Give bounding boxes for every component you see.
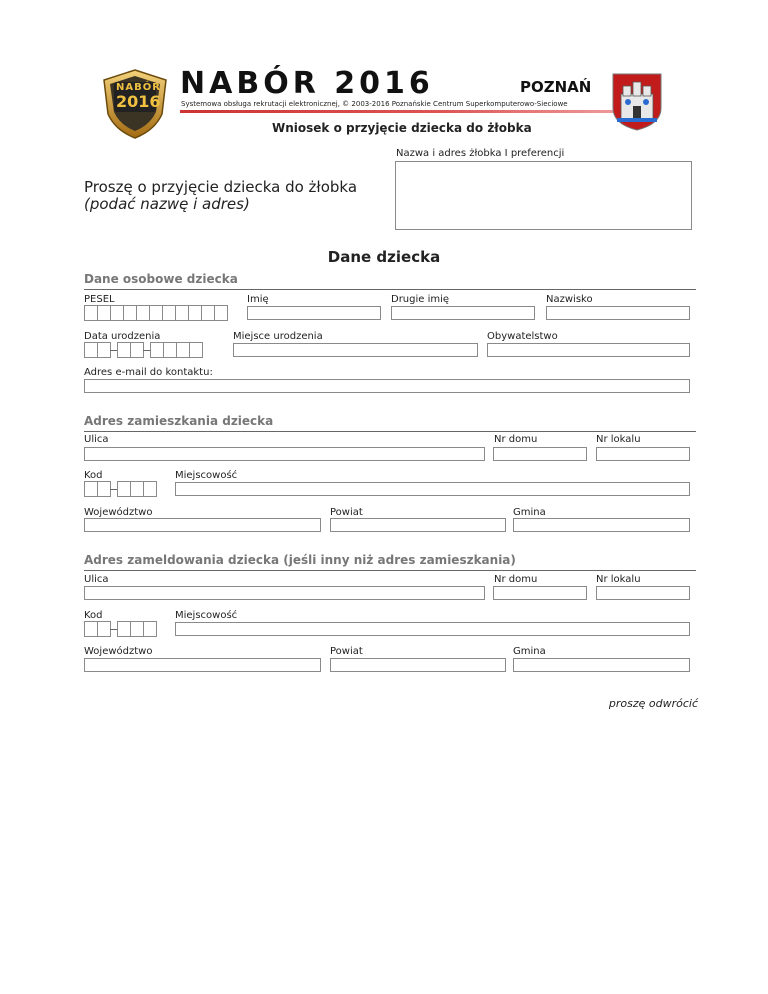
header-divider xyxy=(180,110,615,113)
request-hint: (podać nazwę i adres) xyxy=(84,195,250,213)
residence-flat-no-label: Nr lokalu xyxy=(596,434,641,445)
birth-place-field[interactable] xyxy=(233,343,478,357)
residence-postcode-label: Kod xyxy=(84,470,103,481)
surname-field[interactable] xyxy=(546,306,690,320)
registration-flat-no-label: Nr lokalu xyxy=(596,574,641,585)
registration-province-label: Województwo xyxy=(84,646,153,657)
email-field[interactable] xyxy=(84,379,690,393)
registration-house-no-label: Nr domu xyxy=(494,574,538,585)
registration-flat-no-field[interactable] xyxy=(596,586,690,600)
pesel-field[interactable] xyxy=(84,305,227,321)
residence-street-field[interactable] xyxy=(84,447,485,461)
registration-city-label: Miejscowość xyxy=(175,610,238,621)
section-registration-heading: Adres zameldowania dziecka (jeśli inny niż adres zamieszkania) xyxy=(84,553,696,571)
badge-text-nabor: NABÓR xyxy=(116,82,161,93)
birth-date-field[interactable] xyxy=(84,342,202,358)
section-residence-heading: Adres zamieszkania dziecka xyxy=(84,414,696,432)
header-subtitle: Systemowa obsługa rekrutacji elektronicznej, © 2003-2016 Poznańskie Centrum Superkomputerowo-Sieciowe xyxy=(181,100,568,108)
residence-province-label: Województwo xyxy=(84,507,153,518)
residence-province-field[interactable] xyxy=(84,518,321,532)
turn-over-note: proszę odwrócić xyxy=(608,697,698,710)
residence-county-label: Powiat xyxy=(330,507,363,518)
residence-postcode-field[interactable] xyxy=(84,481,156,497)
surname-label: Nazwisko xyxy=(546,294,593,305)
first-name-label: Imię xyxy=(247,294,269,305)
registration-county-label: Powiat xyxy=(330,646,363,657)
registration-commune-field[interactable] xyxy=(513,658,690,672)
request-text: Proszę o przyjęcie dziecka do żłobka xyxy=(84,178,358,196)
registration-postcode-label: Kod xyxy=(84,610,103,621)
citizenship-label: Obywatelstwo xyxy=(487,331,558,342)
residence-flat-no-field[interactable] xyxy=(596,447,690,461)
badge-text-year: 2016 xyxy=(116,92,161,111)
second-name-label: Drugie imię xyxy=(391,294,450,305)
residence-city-field[interactable] xyxy=(175,482,690,496)
registration-city-field[interactable] xyxy=(175,622,690,636)
residence-county-field[interactable] xyxy=(330,518,506,532)
second-name-field[interactable] xyxy=(391,306,535,320)
main-heading: Dane dziecka xyxy=(327,248,441,266)
preference-box-label: Nazwa i adres żłobka I preferencji xyxy=(396,148,565,159)
registration-commune-label: Gmina xyxy=(513,646,546,657)
residence-commune-label: Gmina xyxy=(513,507,546,518)
first-name-field[interactable] xyxy=(247,306,381,320)
registration-house-no-field[interactable] xyxy=(493,586,587,600)
birth-place-label: Miejsce urodzenia xyxy=(233,331,323,342)
birth-date-label: Data urodzenia xyxy=(84,331,161,342)
poznan-coat-of-arms-icon xyxy=(611,72,663,132)
residence-commune-field[interactable] xyxy=(513,518,690,532)
residence-house-no-label: Nr domu xyxy=(494,434,538,445)
header-title: NABÓR 2016 xyxy=(180,66,434,101)
header-city: POZNAŃ xyxy=(520,78,592,96)
pesel-label: PESEL xyxy=(84,294,115,305)
residence-street-label: Ulica xyxy=(84,434,109,445)
registration-street-label: Ulica xyxy=(84,574,109,585)
registration-province-field[interactable] xyxy=(84,658,321,672)
nabor-badge-logo xyxy=(100,68,170,140)
nursery-preference-field[interactable] xyxy=(395,161,692,230)
email-label: Adres e-mail do kontaktu: xyxy=(84,367,213,378)
residence-house-no-field[interactable] xyxy=(493,447,587,461)
residence-city-label: Miejscowość xyxy=(175,470,238,481)
registration-street-field[interactable] xyxy=(84,586,485,600)
registration-postcode-field[interactable] xyxy=(84,621,156,637)
form-title: Wniosek o przyjęcie dziecka do żłobka xyxy=(272,121,532,135)
citizenship-field[interactable] xyxy=(487,343,690,357)
section-personal-heading: Dane osobowe dziecka xyxy=(84,272,696,290)
registration-county-field[interactable] xyxy=(330,658,506,672)
